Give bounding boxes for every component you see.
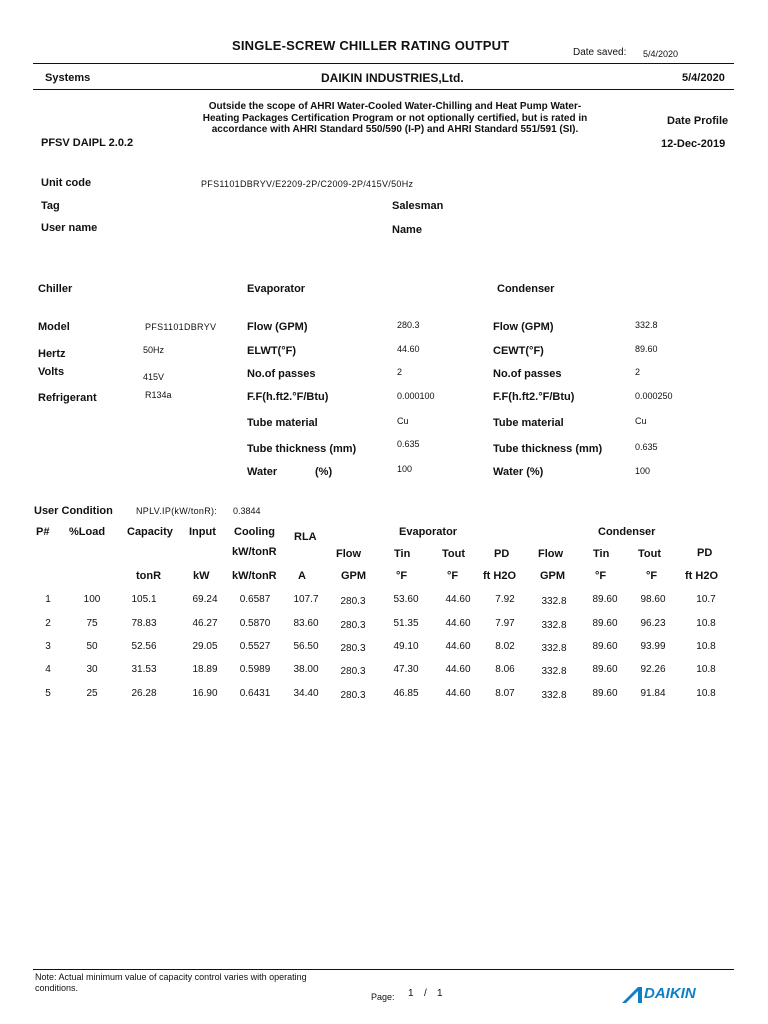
table-cell: 29.05 bbox=[192, 641, 218, 652]
table-cell: 26.28 bbox=[131, 688, 157, 699]
table-cell: 332.8 bbox=[541, 620, 567, 631]
user-name-label: User name bbox=[41, 222, 98, 234]
ahri-disclaimer: Outside the scope of AHRI Water-Cooled Water-Chilling and Heat Pump Water-Heating Packages Certification Program or not optionally certified, but is rated in accordance with AHRI Standard 550/590 (I-P) and AHRI Standard 551/591 (SI). bbox=[202, 101, 588, 135]
volts-value: 415V bbox=[143, 372, 165, 382]
table-cell: 47.30 bbox=[393, 664, 419, 675]
table-cell: 105.1 bbox=[131, 594, 157, 605]
cond-tube-material-label: Tube material bbox=[493, 417, 564, 429]
table-cell: 8.07 bbox=[495, 688, 515, 699]
col-head-evap-flow: Flow bbox=[336, 548, 362, 560]
table-cell: 3 bbox=[45, 641, 51, 652]
table-cell: 75 bbox=[86, 618, 98, 629]
col-head-evap-tout: Tout bbox=[442, 548, 466, 560]
evap-tube-thickness-label: Tube thickness (mm) bbox=[247, 443, 357, 455]
table-cell: 18.89 bbox=[192, 664, 218, 675]
page-total: 1 bbox=[437, 988, 443, 999]
unit-cond-tin-f: °F bbox=[595, 570, 607, 582]
unit-cond-pd: ft H2O bbox=[685, 570, 718, 582]
table-cell: 46.85 bbox=[393, 688, 419, 699]
unit-evap-gpm: GPM bbox=[341, 570, 367, 582]
unit-kw: kW bbox=[193, 570, 210, 582]
unit-evap-tin-f: °F bbox=[396, 570, 408, 582]
evap-tube-material-value: Cu bbox=[397, 416, 409, 426]
company-name: DAIKIN INDUSTRIES,Ltd. bbox=[321, 71, 464, 85]
table-cell: 46.27 bbox=[192, 618, 218, 629]
unit-evap-pd: ft H2O bbox=[483, 570, 516, 582]
col-head-point: P# bbox=[36, 526, 50, 538]
header-rule-bottom bbox=[33, 89, 734, 90]
col-head-input: Input bbox=[189, 526, 216, 538]
table-cell: 10.8 bbox=[696, 641, 716, 652]
cond-water-value: 100 bbox=[635, 466, 651, 476]
table-cell: 78.83 bbox=[131, 618, 157, 629]
table-cell: 10.8 bbox=[696, 664, 716, 675]
cond-tube-thickness-value: 0.635 bbox=[635, 442, 658, 452]
model-value: PFS1101DBRYV bbox=[145, 322, 217, 332]
col-head-cooling: Cooling bbox=[234, 526, 275, 538]
col-head-cond-flow: Flow bbox=[538, 548, 564, 560]
table-cell: 44.60 bbox=[445, 618, 471, 629]
table-cell: 100 bbox=[83, 594, 101, 605]
table-cell: 4 bbox=[45, 664, 51, 675]
col-head-cond-tin: Tin bbox=[593, 548, 610, 560]
evap-water-value: 100 bbox=[397, 464, 413, 474]
table-cell: 8.02 bbox=[495, 641, 515, 652]
table-cell: 38.00 bbox=[293, 664, 319, 675]
table-cell: 332.8 bbox=[541, 643, 567, 654]
unit-amps: A bbox=[298, 570, 306, 582]
cond-cewt-value: 89.60 bbox=[635, 344, 658, 354]
col-head-kwtonr: kW/tonR bbox=[232, 546, 277, 558]
evap-flow-label: Flow (GPM) bbox=[247, 321, 308, 333]
date-saved-label: Date saved: bbox=[573, 47, 627, 58]
cond-flow-label: Flow (GPM) bbox=[493, 321, 554, 333]
table-cell: 0.5870 bbox=[239, 618, 271, 629]
software-version: PFSV DAIPL 2.0.2 bbox=[41, 137, 134, 149]
unit-tonr: tonR bbox=[136, 570, 162, 582]
unit-kwtonr: kW/tonR bbox=[232, 570, 277, 582]
page-label: Page: bbox=[371, 992, 395, 1002]
cond-tube-thickness-label: Tube thickness (mm) bbox=[493, 443, 603, 455]
cond-ff-label: F.F(h.ft2.°F/Btu) bbox=[493, 391, 575, 403]
table-cell: 98.60 bbox=[640, 594, 666, 605]
hertz-value: 50Hz bbox=[143, 345, 165, 355]
col-head-cond-tout: Tout bbox=[638, 548, 662, 560]
table-cell: 44.60 bbox=[445, 664, 471, 675]
unit-code-value: PFS1101DBRYV/E2209-2P/C2009-2P/415V/50Hz bbox=[201, 179, 414, 189]
table-cell: 31.53 bbox=[131, 664, 157, 675]
evap-elwt-value: 44.60 bbox=[397, 344, 420, 354]
nplv-value: 0.3844 bbox=[233, 506, 261, 516]
table-cell: 1 bbox=[45, 594, 51, 605]
date-saved-value: 5/4/2020 bbox=[643, 49, 679, 59]
table-cell: 89.60 bbox=[592, 641, 618, 652]
cond-flow-value: 332.8 bbox=[635, 320, 658, 330]
evap-water-unit: (%) bbox=[315, 466, 333, 478]
chiller-heading: Chiller bbox=[38, 283, 73, 295]
col-head-capacity: Capacity bbox=[127, 526, 173, 538]
table-cell: 89.60 bbox=[592, 664, 618, 675]
cond-passes-label: No.of passes bbox=[493, 368, 562, 380]
table-cell: 0.5527 bbox=[239, 641, 271, 652]
col-head-evap-pd: PD bbox=[494, 548, 510, 560]
table-cell: 49.10 bbox=[393, 641, 419, 652]
hertz-label: Hertz bbox=[38, 348, 66, 360]
table-cell: 93.99 bbox=[640, 641, 666, 652]
user-condition-label: User Condition bbox=[34, 505, 113, 517]
table-cell: 52.56 bbox=[131, 641, 157, 652]
evap-water-label: Water bbox=[247, 466, 278, 478]
header-rule-top bbox=[33, 63, 734, 64]
evap-ff-value: 0.000100 bbox=[397, 391, 435, 401]
col-head-cond-pd: PD bbox=[697, 547, 713, 559]
unit-evap-tout-f: °F bbox=[447, 570, 459, 582]
table-cell: 7.97 bbox=[495, 618, 515, 629]
cond-tube-material-value: Cu bbox=[635, 416, 647, 426]
cond-ff-value: 0.000250 bbox=[635, 391, 673, 401]
daikin-logo-mark-icon bbox=[622, 987, 642, 1003]
table-cell: 53.60 bbox=[393, 594, 419, 605]
table-cell: 332.8 bbox=[541, 690, 567, 701]
header-date: 5/4/2020 bbox=[682, 72, 725, 84]
systems-label: Systems bbox=[45, 72, 91, 84]
table-cell: 2 bbox=[45, 618, 51, 629]
table-cell: 89.60 bbox=[592, 618, 618, 629]
table-cell: 10.8 bbox=[696, 688, 716, 699]
unit-cond-tout-f: °F bbox=[646, 570, 658, 582]
table-cell: 5 bbox=[45, 688, 51, 699]
evap-passes-value: 2 bbox=[397, 367, 403, 377]
table-cell: 16.90 bbox=[192, 688, 218, 699]
col-head-rla: RLA bbox=[294, 531, 317, 543]
table-cell: 107.7 bbox=[293, 594, 319, 605]
volts-label: Volts bbox=[38, 366, 65, 378]
unit-cond-gpm: GPM bbox=[540, 570, 566, 582]
table-cell: 0.5989 bbox=[239, 664, 271, 675]
table-cell: 0.6587 bbox=[239, 594, 271, 605]
table-cell: 280.3 bbox=[340, 596, 366, 607]
evap-tube-material-label: Tube material bbox=[247, 417, 318, 429]
tag-label: Tag bbox=[41, 200, 60, 212]
table-cell: 92.26 bbox=[640, 664, 666, 675]
table-cell: 89.60 bbox=[592, 688, 618, 699]
condenser-heading: Condenser bbox=[497, 283, 555, 295]
table-cell: 89.60 bbox=[592, 594, 618, 605]
evap-passes-label: No.of passes bbox=[247, 368, 316, 380]
table-cell: 91.84 bbox=[640, 688, 666, 699]
table-cell: 56.50 bbox=[293, 641, 319, 652]
table-cell: 44.60 bbox=[445, 641, 471, 652]
footer-rule bbox=[33, 969, 734, 970]
table-cell: 44.60 bbox=[445, 688, 471, 699]
salesman-label: Salesman bbox=[392, 200, 444, 212]
table-cell: 10.8 bbox=[696, 618, 716, 629]
table-cell: 332.8 bbox=[541, 666, 567, 677]
page-number: 1 bbox=[408, 988, 414, 999]
col-head-condenser: Condenser bbox=[598, 526, 656, 538]
evap-flow-value: 280.3 bbox=[397, 320, 420, 330]
table-cell: 83.60 bbox=[293, 618, 319, 629]
table-cell: 69.24 bbox=[192, 594, 218, 605]
page-separator: / bbox=[424, 988, 427, 999]
name-label: Name bbox=[392, 224, 422, 236]
table-cell: 280.3 bbox=[340, 643, 366, 654]
table-cell: 8.06 bbox=[495, 664, 515, 675]
table-cell: 51.35 bbox=[393, 618, 419, 629]
cond-cewt-label: CEWT(°F) bbox=[493, 345, 544, 357]
evap-elwt-label: ELWT(°F) bbox=[247, 345, 296, 357]
footnote: Note: Actual minimum value of capacity control varies with operating conditions. bbox=[35, 972, 307, 993]
col-head-evaporator: Evaporator bbox=[399, 526, 458, 538]
table-cell: 50 bbox=[86, 641, 98, 652]
table-cell: 332.8 bbox=[541, 596, 567, 607]
daikin-logo bbox=[622, 985, 722, 1005]
table-cell: 0.6431 bbox=[239, 688, 271, 699]
evap-tube-thickness-value: 0.635 bbox=[397, 439, 420, 449]
col-head-load: %Load bbox=[69, 526, 106, 538]
model-label: Model bbox=[38, 321, 70, 333]
table-cell: 10.7 bbox=[696, 594, 716, 605]
report-title: SINGLE-SCREW CHILLER RATING OUTPUT bbox=[232, 38, 510, 53]
evap-ff-label: F.F(h.ft2.°F/Btu) bbox=[247, 391, 329, 403]
table-cell: 7.92 bbox=[495, 594, 515, 605]
cond-water-label: Water (%) bbox=[493, 466, 544, 478]
table-cell: 280.3 bbox=[340, 666, 366, 677]
date-profile-value: 12-Dec-2019 bbox=[661, 138, 726, 150]
nplv-label: NPLV.IP(kW/tonR): bbox=[136, 506, 218, 516]
unit-code-label: Unit code bbox=[41, 177, 92, 189]
cond-passes-value: 2 bbox=[635, 367, 641, 377]
table-cell: 25 bbox=[86, 688, 98, 699]
table-cell: 30 bbox=[86, 664, 98, 675]
evaporator-heading: Evaporator bbox=[247, 283, 306, 295]
table-cell: 280.3 bbox=[340, 620, 366, 631]
refrigerant-label: Refrigerant bbox=[38, 392, 97, 404]
table-cell: 280.3 bbox=[340, 690, 366, 701]
col-head-evap-tin: Tin bbox=[394, 548, 411, 560]
table-cell: 34.40 bbox=[293, 688, 319, 699]
daikin-logo-text: DAIKIN bbox=[644, 985, 696, 1002]
table-cell: 44.60 bbox=[445, 594, 471, 605]
refrigerant-value: R134a bbox=[145, 390, 172, 400]
date-profile-label: Date Profile bbox=[667, 115, 729, 127]
table-cell: 96.23 bbox=[640, 618, 666, 629]
